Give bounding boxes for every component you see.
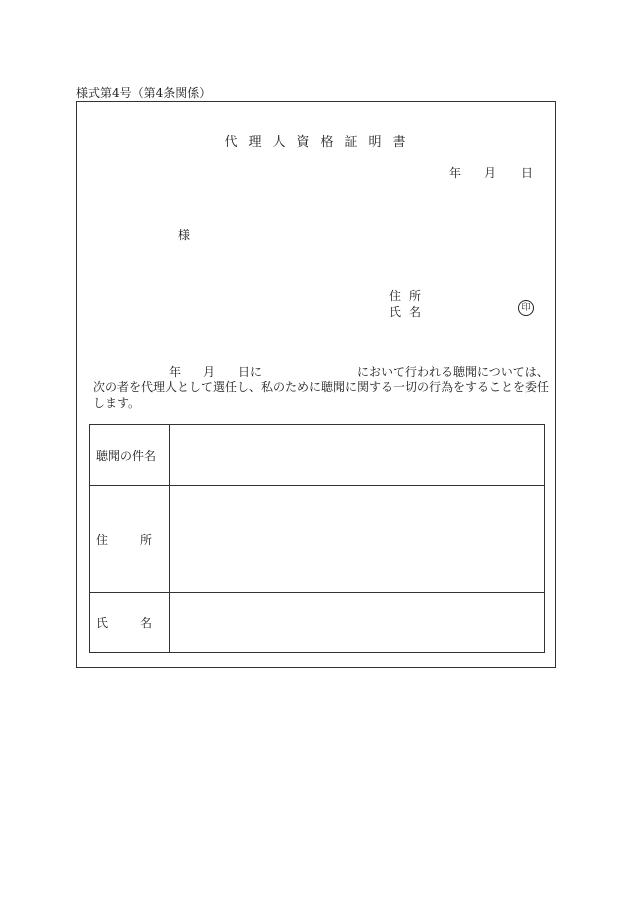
body-year-label: 年 <box>169 365 182 379</box>
agent-name-field[interactable] <box>170 593 545 653</box>
document-title: 代理人資格証明書 <box>224 135 417 150</box>
principal-name-label: 氏名 <box>389 305 430 319</box>
form-number-label: 様式第4号（第4条関係） <box>76 86 212 100</box>
table-row-hearing-subject <box>90 425 545 486</box>
date-day-label: 日 <box>521 166 534 180</box>
agent-info-table <box>89 424 545 653</box>
body-delegation-text: 次の者を代理人として選任し、私のために聴聞に関する一切の行為をすることを委任 <box>93 380 550 394</box>
body-closing-text: します。 <box>93 396 141 410</box>
addressee-suffix: 様 <box>178 228 191 242</box>
hearing-subject-field[interactable] <box>170 425 545 486</box>
table-row-name <box>90 593 545 653</box>
table-row-address <box>90 486 545 593</box>
date-month-label: 月 <box>484 166 497 180</box>
body-hearing-text: において行われる聴聞については、 <box>357 365 549 379</box>
seal-mark-icon: 印 <box>518 300 534 316</box>
principal-address-label: 住所 <box>389 289 430 303</box>
agent-address-char-2: 所 <box>139 532 152 547</box>
body-month-label: 月 <box>203 365 216 379</box>
date-year-label: 年 <box>449 166 462 180</box>
body-day-label: 日に <box>238 365 263 379</box>
agent-name-label <box>90 593 170 653</box>
agent-address-char-1: 住 <box>96 532 109 547</box>
agent-address-label <box>90 486 170 593</box>
agent-name-char-2: 名 <box>139 616 152 630</box>
agent-name-char-1: 氏 <box>96 616 109 630</box>
agent-address-field[interactable] <box>170 486 545 593</box>
hearing-subject-label: 聴聞の件名 <box>90 425 170 486</box>
